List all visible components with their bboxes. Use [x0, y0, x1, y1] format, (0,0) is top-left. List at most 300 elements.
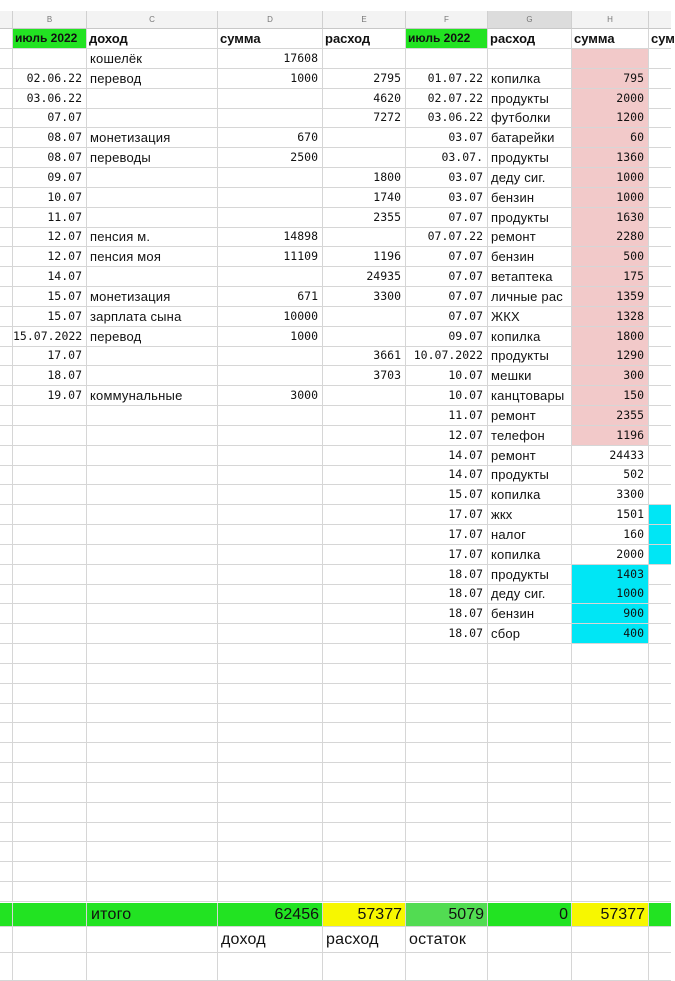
income-sum-cell[interactable]: 11109: [218, 247, 323, 267]
right-desc-cell[interactable]: жкх: [488, 505, 572, 525]
footer-h[interactable]: [572, 927, 649, 953]
expense-cell[interactable]: [323, 882, 406, 902]
expense-cell[interactable]: [323, 783, 406, 803]
extra-cell[interactable]: [649, 247, 671, 267]
right-desc-cell[interactable]: личные рас: [488, 287, 572, 307]
right-date-cell[interactable]: 09.07: [406, 327, 488, 347]
right-sum-cell[interactable]: [572, 684, 649, 704]
expense-cell[interactable]: 2795: [323, 69, 406, 89]
row-header[interactable]: [0, 882, 13, 902]
right-date-cell[interactable]: 07.07: [406, 208, 488, 228]
income-desc-cell[interactable]: [87, 842, 218, 862]
date-cell[interactable]: 03.06.22: [13, 89, 87, 109]
right-desc-cell[interactable]: ЖКХ: [488, 307, 572, 327]
totals-income[interactable]: 62456: [218, 903, 323, 927]
income-sum-cell[interactable]: [218, 346, 323, 366]
income-desc-cell[interactable]: [87, 664, 218, 684]
date-cell[interactable]: [13, 842, 87, 862]
income-desc-cell[interactable]: [87, 485, 218, 505]
income-sum-cell[interactable]: 671: [218, 287, 323, 307]
footer-remainder[interactable]: остаток: [406, 927, 488, 953]
income-sum-cell[interactable]: [218, 446, 323, 466]
cell[interactable]: [218, 953, 323, 981]
right-sum-cell[interactable]: 1360: [572, 148, 649, 168]
income-desc-cell[interactable]: [87, 525, 218, 545]
date-cell[interactable]: [13, 743, 87, 763]
income-desc-cell[interactable]: [87, 446, 218, 466]
income-desc-cell[interactable]: [87, 505, 218, 525]
date-cell[interactable]: 15.07.2022: [13, 327, 87, 347]
row-header[interactable]: [0, 366, 13, 386]
extra-cell[interactable]: [649, 267, 671, 287]
row-header[interactable]: [0, 545, 13, 565]
income-sum-cell[interactable]: [218, 703, 323, 723]
income-sum-cell[interactable]: [218, 545, 323, 565]
right-date-cell[interactable]: [406, 644, 488, 664]
header-month-right[interactable]: июль 2022: [406, 29, 488, 49]
extra-cell[interactable]: [649, 108, 671, 128]
right-desc-cell[interactable]: [488, 763, 572, 783]
extra-cell[interactable]: [649, 842, 671, 862]
right-date-cell[interactable]: [406, 723, 488, 743]
header-month-left[interactable]: июль 2022: [13, 29, 87, 49]
right-sum-cell[interactable]: [572, 763, 649, 783]
date-cell[interactable]: 15.07: [13, 287, 87, 307]
row-header[interactable]: [0, 267, 13, 287]
right-date-cell[interactable]: 11.07: [406, 406, 488, 426]
extra-cell[interactable]: [649, 783, 671, 803]
row-header[interactable]: [0, 743, 13, 763]
row-header[interactable]: [0, 406, 13, 426]
extra-cell[interactable]: [649, 644, 671, 664]
row-header[interactable]: [0, 208, 13, 228]
extra-cell[interactable]: [649, 406, 671, 426]
cell[interactable]: [323, 953, 406, 981]
right-date-cell[interactable]: 18.07: [406, 584, 488, 604]
date-cell[interactable]: [13, 545, 87, 565]
right-desc-cell[interactable]: копилка: [488, 545, 572, 565]
income-desc-cell[interactable]: [87, 584, 218, 604]
right-sum-cell[interactable]: [572, 743, 649, 763]
right-date-cell[interactable]: 17.07: [406, 545, 488, 565]
income-sum-cell[interactable]: [218, 684, 323, 704]
cell[interactable]: [572, 953, 649, 981]
income-sum-cell[interactable]: [218, 208, 323, 228]
expense-cell[interactable]: [323, 128, 406, 148]
date-cell[interactable]: [13, 763, 87, 783]
row-header[interactable]: [0, 327, 13, 347]
income-desc-cell[interactable]: [87, 703, 218, 723]
expense-cell[interactable]: 3300: [323, 287, 406, 307]
cell[interactable]: [87, 953, 218, 981]
expense-cell[interactable]: [323, 446, 406, 466]
right-sum-cell[interactable]: 1630: [572, 208, 649, 228]
right-desc-cell[interactable]: сбор: [488, 624, 572, 644]
right-sum-cell[interactable]: 2355: [572, 406, 649, 426]
income-sum-cell[interactable]: 1000: [218, 327, 323, 347]
row-header[interactable]: [0, 29, 13, 49]
row-header[interactable]: [0, 644, 13, 664]
right-sum-cell[interactable]: 3300: [572, 485, 649, 505]
income-sum-cell[interactable]: [218, 882, 323, 902]
income-sum-cell[interactable]: [218, 426, 323, 446]
income-desc-cell[interactable]: [87, 743, 218, 763]
right-sum-cell[interactable]: 1290: [572, 346, 649, 366]
totals-expense-sum[interactable]: 57377: [572, 903, 649, 927]
right-desc-cell[interactable]: [488, 644, 572, 664]
date-cell[interactable]: [13, 565, 87, 585]
col-header-h[interactable]: H: [572, 11, 649, 29]
expense-cell[interactable]: [323, 49, 406, 69]
income-desc-cell[interactable]: [87, 644, 218, 664]
right-desc-cell[interactable]: копилка: [488, 327, 572, 347]
extra-cell[interactable]: [649, 287, 671, 307]
footer-b[interactable]: [13, 927, 87, 953]
income-sum-cell[interactable]: [218, 525, 323, 545]
expense-cell[interactable]: [323, 723, 406, 743]
right-sum-cell[interactable]: 500: [572, 247, 649, 267]
extra-cell[interactable]: [649, 545, 671, 565]
col-header-f[interactable]: F: [406, 11, 488, 29]
income-sum-cell[interactable]: [218, 604, 323, 624]
expense-cell[interactable]: 4620: [323, 89, 406, 109]
income-sum-cell[interactable]: [218, 723, 323, 743]
extra-cell[interactable]: [649, 604, 671, 624]
income-sum-cell[interactable]: [218, 783, 323, 803]
expense-cell[interactable]: [323, 644, 406, 664]
date-cell[interactable]: 18.07: [13, 366, 87, 386]
right-date-cell[interactable]: 03.07.: [406, 148, 488, 168]
date-cell[interactable]: 14.07: [13, 267, 87, 287]
date-cell[interactable]: 15.07: [13, 307, 87, 327]
income-desc-cell[interactable]: [87, 604, 218, 624]
right-sum-cell[interactable]: 150: [572, 386, 649, 406]
right-desc-cell[interactable]: бензин: [488, 188, 572, 208]
income-desc-cell[interactable]: монетизация: [87, 128, 218, 148]
row-header[interactable]: [0, 446, 13, 466]
row-header[interactable]: [0, 783, 13, 803]
right-sum-cell[interactable]: [572, 644, 649, 664]
income-sum-cell[interactable]: [218, 862, 323, 882]
row-header[interactable]: [0, 426, 13, 446]
extra-cell[interactable]: [649, 763, 671, 783]
date-cell[interactable]: [13, 584, 87, 604]
right-sum-cell[interactable]: 160: [572, 525, 649, 545]
row-header[interactable]: [0, 287, 13, 307]
income-desc-cell[interactable]: [87, 862, 218, 882]
income-sum-cell[interactable]: [218, 406, 323, 426]
income-desc-cell[interactable]: [87, 108, 218, 128]
income-sum-cell[interactable]: 3000: [218, 386, 323, 406]
date-cell[interactable]: [13, 783, 87, 803]
right-date-cell[interactable]: 07.07.22: [406, 227, 488, 247]
expense-cell[interactable]: [323, 703, 406, 723]
income-desc-cell[interactable]: монетизация: [87, 287, 218, 307]
date-cell[interactable]: [13, 624, 87, 644]
extra-cell[interactable]: [649, 505, 671, 525]
col-header-g[interactable]: G: [488, 11, 572, 29]
income-desc-cell[interactable]: [87, 346, 218, 366]
footer-i[interactable]: [649, 927, 671, 953]
extra-cell[interactable]: [649, 327, 671, 347]
income-sum-cell[interactable]: [218, 763, 323, 783]
right-date-cell[interactable]: [406, 842, 488, 862]
right-date-cell[interactable]: [406, 882, 488, 902]
right-desc-cell[interactable]: бензин: [488, 247, 572, 267]
date-cell[interactable]: 02.06.22: [13, 69, 87, 89]
extra-cell[interactable]: [649, 684, 671, 704]
row-header[interactable]: [0, 604, 13, 624]
income-desc-cell[interactable]: [87, 208, 218, 228]
income-sum-cell[interactable]: 2500: [218, 148, 323, 168]
right-date-cell[interactable]: [406, 743, 488, 763]
cell[interactable]: [406, 953, 488, 981]
right-sum-cell[interactable]: [572, 862, 649, 882]
right-desc-cell[interactable]: [488, 882, 572, 902]
row-header[interactable]: [0, 803, 13, 823]
extra-cell[interactable]: [649, 584, 671, 604]
right-desc-cell[interactable]: [488, 743, 572, 763]
expense-cell[interactable]: [323, 426, 406, 446]
expense-cell[interactable]: [323, 227, 406, 247]
extra-cell[interactable]: [649, 49, 671, 69]
right-desc-cell[interactable]: продукты: [488, 565, 572, 585]
right-sum-cell[interactable]: 502: [572, 465, 649, 485]
totals-label[interactable]: итого: [87, 903, 218, 927]
date-cell[interactable]: 12.07: [13, 247, 87, 267]
income-sum-cell[interactable]: [218, 89, 323, 109]
expense-cell[interactable]: [323, 485, 406, 505]
right-sum-cell[interactable]: 795: [572, 69, 649, 89]
right-sum-cell[interactable]: 1196: [572, 426, 649, 446]
right-sum-cell[interactable]: [572, 49, 649, 69]
income-desc-cell[interactable]: [87, 882, 218, 902]
row-header[interactable]: [0, 862, 13, 882]
right-date-cell[interactable]: 17.07: [406, 525, 488, 545]
date-cell[interactable]: [13, 406, 87, 426]
totals-b[interactable]: [13, 903, 87, 927]
totals-i[interactable]: [649, 903, 671, 927]
right-date-cell[interactable]: 03.07: [406, 128, 488, 148]
expense-cell[interactable]: [323, 545, 406, 565]
extra-cell[interactable]: [649, 743, 671, 763]
row-header[interactable]: [0, 168, 13, 188]
right-sum-cell[interactable]: 900: [572, 604, 649, 624]
income-desc-cell[interactable]: [87, 822, 218, 842]
extra-cell[interactable]: [649, 525, 671, 545]
right-desc-cell[interactable]: деду сиг.: [488, 168, 572, 188]
right-sum-cell[interactable]: 300: [572, 366, 649, 386]
right-date-cell[interactable]: 12.07: [406, 426, 488, 446]
right-desc-cell[interactable]: [488, 703, 572, 723]
row-header[interactable]: [0, 565, 13, 585]
right-sum-cell[interactable]: 60: [572, 128, 649, 148]
right-desc-cell[interactable]: ветаптека: [488, 267, 572, 287]
cell[interactable]: [13, 953, 87, 981]
expense-cell[interactable]: [323, 584, 406, 604]
right-sum-cell[interactable]: 1403: [572, 565, 649, 585]
right-date-cell[interactable]: [406, 684, 488, 704]
right-desc-cell[interactable]: продукты: [488, 465, 572, 485]
income-desc-cell[interactable]: пенсия моя: [87, 247, 218, 267]
income-desc-cell[interactable]: кошелёк: [87, 49, 218, 69]
expense-cell[interactable]: [323, 307, 406, 327]
income-sum-cell[interactable]: [218, 624, 323, 644]
right-desc-cell[interactable]: продукты: [488, 346, 572, 366]
income-desc-cell[interactable]: [87, 723, 218, 743]
right-date-cell[interactable]: 10.07: [406, 386, 488, 406]
totals-zero[interactable]: 0: [488, 903, 572, 927]
date-cell[interactable]: 07.07: [13, 108, 87, 128]
date-cell[interactable]: 08.07: [13, 148, 87, 168]
income-sum-cell[interactable]: [218, 803, 323, 823]
right-date-cell[interactable]: 03.07: [406, 188, 488, 208]
totals-expense[interactable]: 57377: [323, 903, 406, 927]
right-sum-cell[interactable]: 2280: [572, 227, 649, 247]
date-cell[interactable]: 19.07: [13, 386, 87, 406]
expense-cell[interactable]: [323, 822, 406, 842]
right-sum-cell[interactable]: 400: [572, 624, 649, 644]
right-desc-cell[interactable]: продукты: [488, 208, 572, 228]
income-sum-cell[interactable]: [218, 664, 323, 684]
income-sum-cell[interactable]: [218, 565, 323, 585]
row-header[interactable]: [0, 903, 13, 927]
right-date-cell[interactable]: 14.07: [406, 446, 488, 466]
col-header-i[interactable]: [649, 11, 671, 29]
date-cell[interactable]: [13, 882, 87, 902]
header-sum[interactable]: сумма: [218, 29, 323, 49]
right-date-cell[interactable]: [406, 763, 488, 783]
income-sum-cell[interactable]: 14898: [218, 227, 323, 247]
right-sum-cell[interactable]: 24433: [572, 446, 649, 466]
row-header[interactable]: [0, 386, 13, 406]
extra-cell[interactable]: [649, 69, 671, 89]
right-desc-cell[interactable]: копилка: [488, 485, 572, 505]
right-date-cell[interactable]: 07.07: [406, 307, 488, 327]
date-cell[interactable]: [13, 703, 87, 723]
row-header[interactable]: [0, 128, 13, 148]
date-cell[interactable]: [13, 485, 87, 505]
row-header[interactable]: [0, 842, 13, 862]
extra-cell[interactable]: [649, 89, 671, 109]
right-sum-cell[interactable]: [572, 703, 649, 723]
right-date-cell[interactable]: [406, 822, 488, 842]
income-sum-cell[interactable]: [218, 505, 323, 525]
row-header[interactable]: [0, 953, 13, 981]
cell[interactable]: [488, 953, 572, 981]
income-desc-cell[interactable]: [87, 763, 218, 783]
income-sum-cell[interactable]: [218, 584, 323, 604]
row-header[interactable]: [0, 465, 13, 485]
right-sum-cell[interactable]: 2000: [572, 89, 649, 109]
footer-expense[interactable]: расход: [323, 927, 406, 953]
right-date-cell[interactable]: [406, 49, 488, 69]
header-expense[interactable]: расход: [323, 29, 406, 49]
extra-cell[interactable]: [649, 208, 671, 228]
date-cell[interactable]: [13, 862, 87, 882]
right-sum-cell[interactable]: [572, 664, 649, 684]
header-sum-right[interactable]: сумма: [572, 29, 649, 49]
extra-cell[interactable]: [649, 882, 671, 902]
income-desc-cell[interactable]: перевод: [87, 327, 218, 347]
extra-cell[interactable]: [649, 188, 671, 208]
extra-cell[interactable]: [649, 465, 671, 485]
right-sum-cell[interactable]: [572, 783, 649, 803]
income-sum-cell[interactable]: 670: [218, 128, 323, 148]
income-desc-cell[interactable]: [87, 168, 218, 188]
cell[interactable]: [649, 953, 671, 981]
totals-remainder[interactable]: 5079: [406, 903, 488, 927]
date-cell[interactable]: 12.07: [13, 227, 87, 247]
row-header[interactable]: [0, 703, 13, 723]
income-sum-cell[interactable]: [218, 465, 323, 485]
right-date-cell[interactable]: [406, 703, 488, 723]
right-desc-cell[interactable]: футболки: [488, 108, 572, 128]
expense-cell[interactable]: [323, 386, 406, 406]
extra-cell[interactable]: [649, 703, 671, 723]
extra-cell[interactable]: [649, 168, 671, 188]
right-desc-cell[interactable]: батарейки: [488, 128, 572, 148]
expense-cell[interactable]: [323, 565, 406, 585]
row-header[interactable]: [0, 505, 13, 525]
expense-cell[interactable]: [323, 505, 406, 525]
right-date-cell[interactable]: 18.07: [406, 604, 488, 624]
date-cell[interactable]: [13, 664, 87, 684]
right-date-cell[interactable]: 17.07: [406, 505, 488, 525]
right-date-cell[interactable]: 10.07: [406, 366, 488, 386]
date-cell[interactable]: [13, 49, 87, 69]
date-cell[interactable]: 09.07: [13, 168, 87, 188]
extra-cell[interactable]: [649, 227, 671, 247]
income-sum-cell[interactable]: [218, 485, 323, 505]
right-date-cell[interactable]: 14.07: [406, 465, 488, 485]
row-header[interactable]: [0, 584, 13, 604]
extra-cell[interactable]: [649, 346, 671, 366]
row-header[interactable]: [0, 89, 13, 109]
row-header[interactable]: [0, 485, 13, 505]
extra-cell[interactable]: [649, 803, 671, 823]
extra-cell[interactable]: [649, 624, 671, 644]
income-sum-cell[interactable]: [218, 267, 323, 287]
income-desc-cell[interactable]: [87, 624, 218, 644]
expense-cell[interactable]: [323, 525, 406, 545]
right-desc-cell[interactable]: [488, 803, 572, 823]
right-desc-cell[interactable]: [488, 684, 572, 704]
income-sum-cell[interactable]: [218, 168, 323, 188]
income-sum-cell[interactable]: [218, 644, 323, 664]
extra-cell[interactable]: [649, 446, 671, 466]
right-sum-cell[interactable]: 1359: [572, 287, 649, 307]
expense-cell[interactable]: [323, 664, 406, 684]
row-header[interactable]: [0, 346, 13, 366]
footer-income[interactable]: доход: [218, 927, 323, 953]
expense-cell[interactable]: 2355: [323, 208, 406, 228]
expense-cell[interactable]: [323, 763, 406, 783]
income-desc-cell[interactable]: перевод: [87, 69, 218, 89]
expense-cell[interactable]: [323, 465, 406, 485]
income-sum-cell[interactable]: 10000: [218, 307, 323, 327]
expense-cell[interactable]: 3703: [323, 366, 406, 386]
right-desc-cell[interactable]: [488, 723, 572, 743]
income-sum-cell[interactable]: [218, 842, 323, 862]
income-sum-cell[interactable]: 1000: [218, 69, 323, 89]
right-date-cell[interactable]: 18.07: [406, 565, 488, 585]
expense-cell[interactable]: [323, 148, 406, 168]
right-desc-cell[interactable]: ремонт: [488, 227, 572, 247]
right-desc-cell[interactable]: телефон: [488, 426, 572, 446]
row-header[interactable]: [0, 822, 13, 842]
expense-cell[interactable]: [323, 803, 406, 823]
